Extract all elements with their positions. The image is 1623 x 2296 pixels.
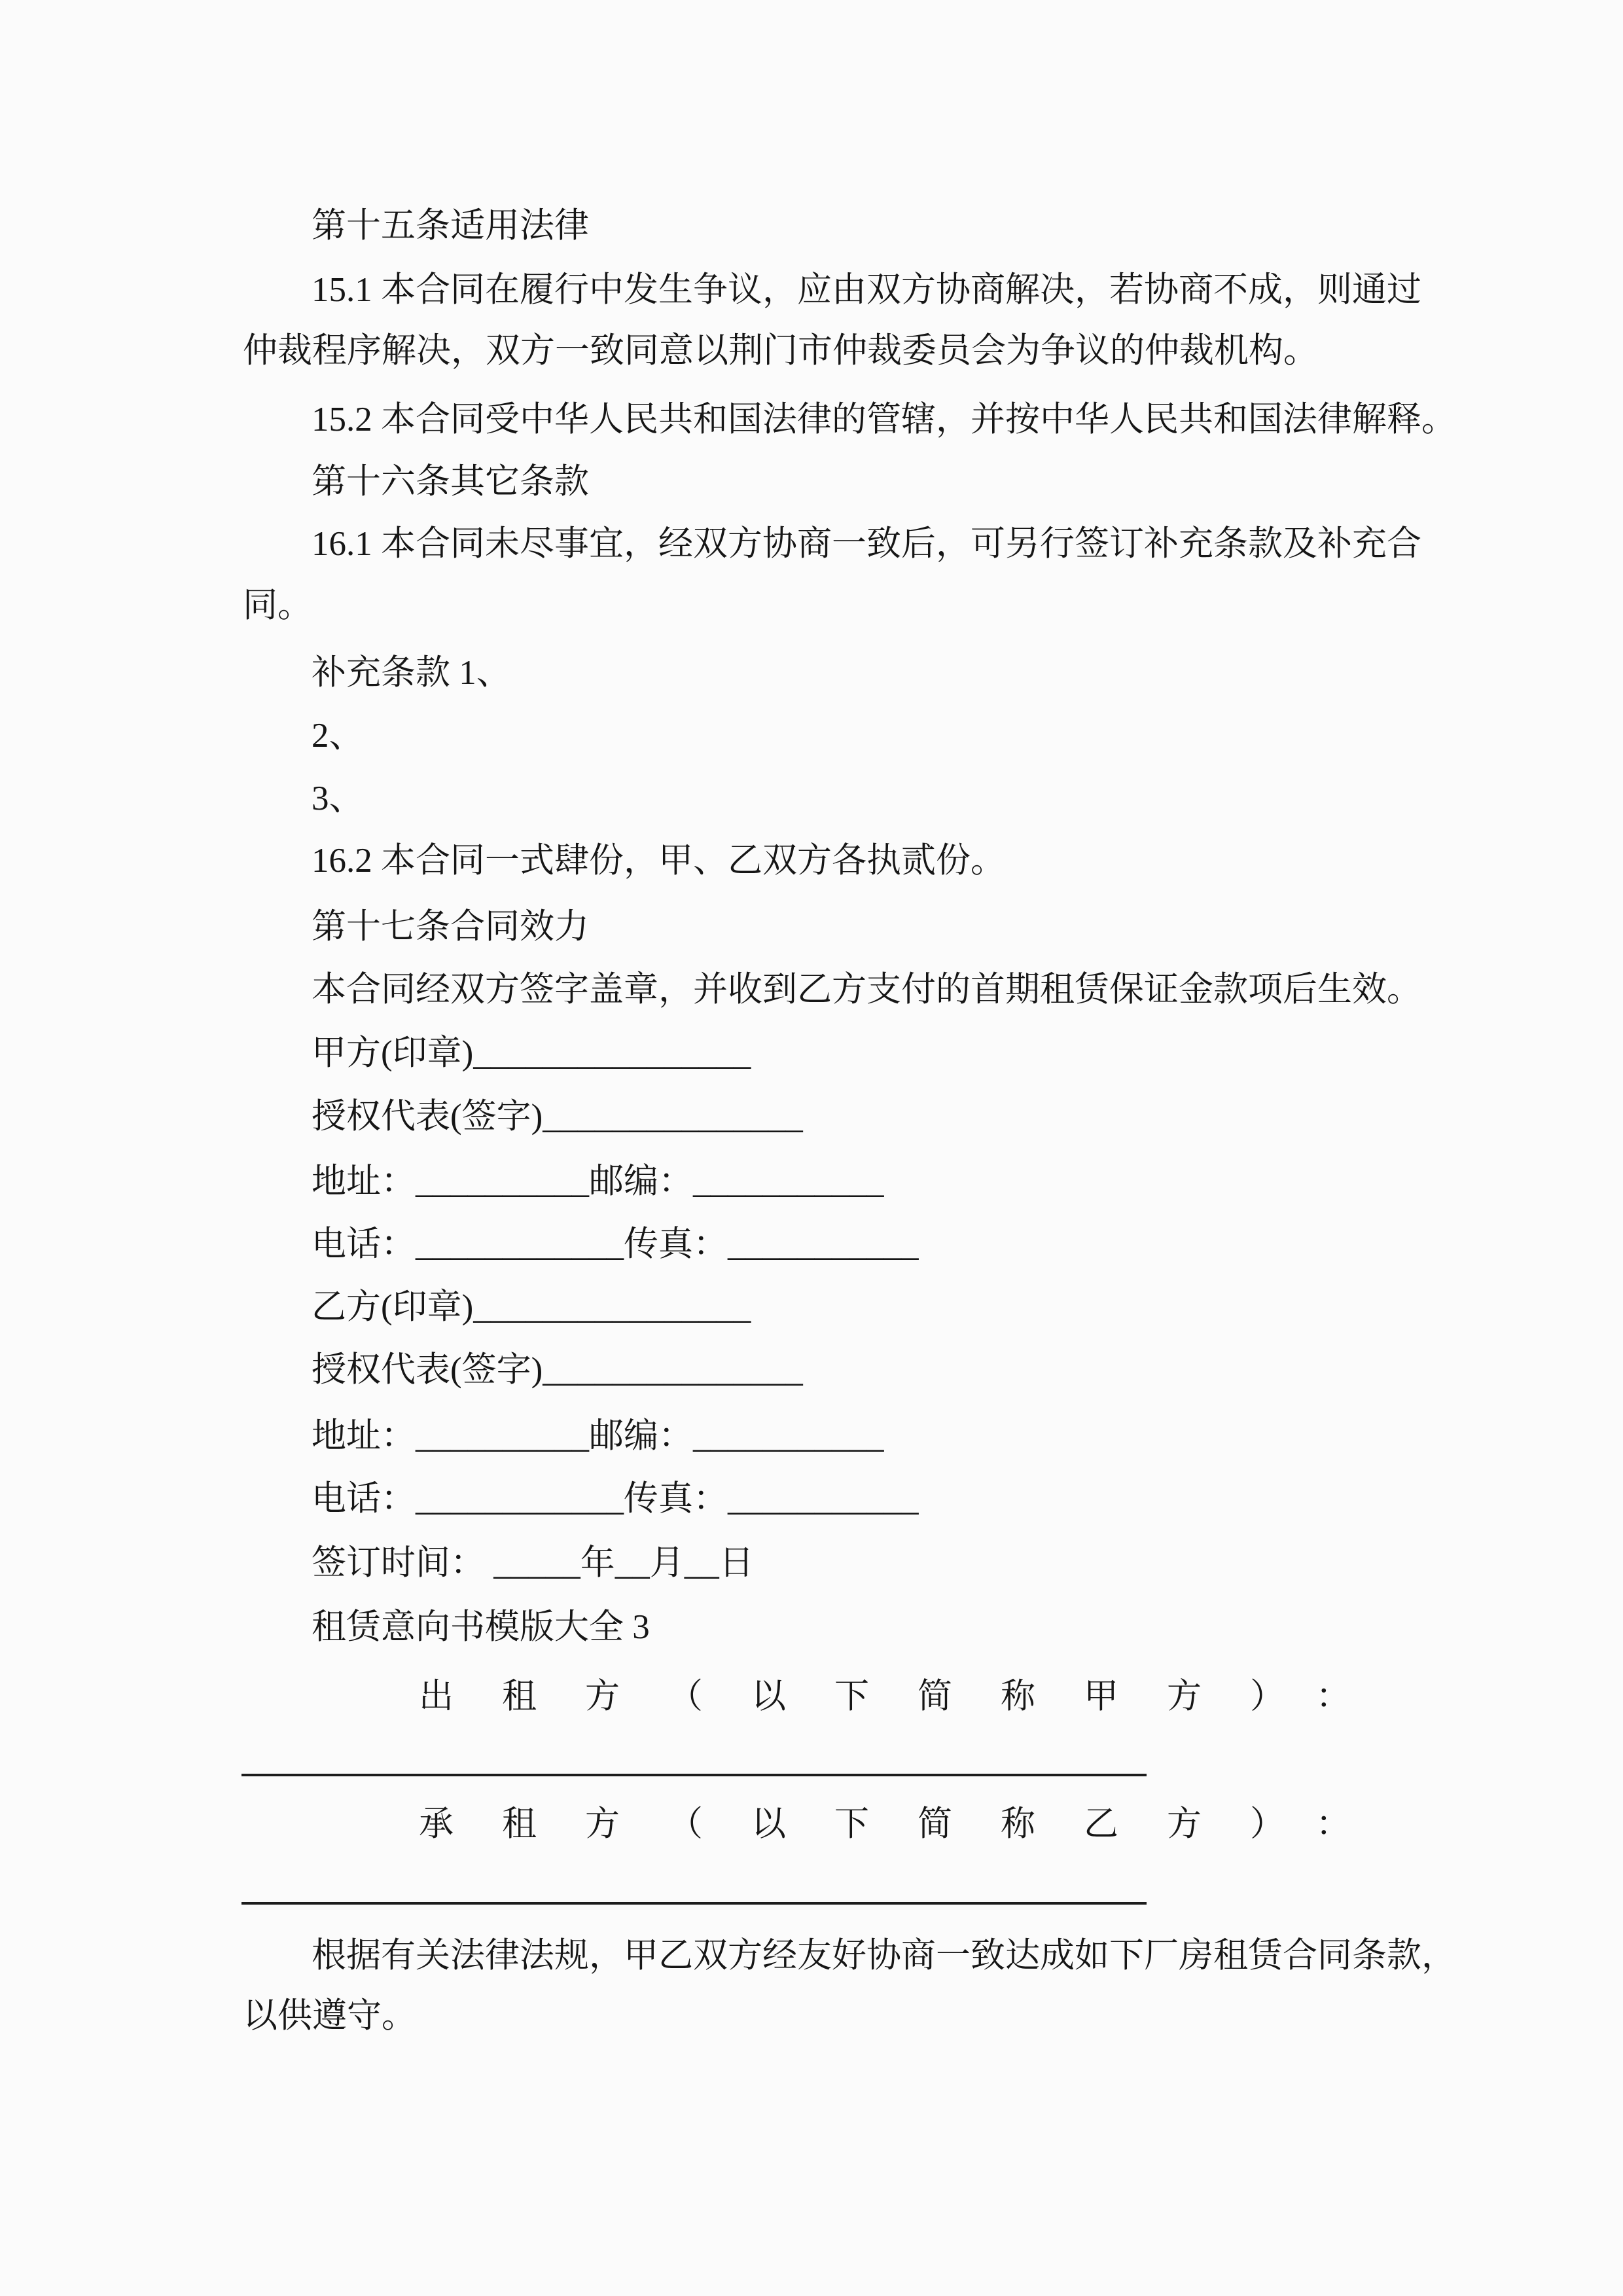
party-a-phone-fax-blank-line: 电话：____________传真：___________ [312,1225,919,1263]
template-3-section-title: 租赁意向书模版大全 3 [312,1608,650,1646]
supplementary-terms-item-2: 2、 [312,717,364,755]
clause-17-heading: 第十七条合同效力 [312,908,589,946]
clause-15-1-line-2: 仲裁程序解决，双方一致同意以荆门市仲裁委员会为争议的仲裁机构。 [243,332,1318,370]
clause-15-1-line-1: 15.1 本合同在履行中发生争议，应由双方协商解决，若协商不成，则通过 [312,271,1421,309]
lessee-title-line: 承租方（以下简称乙方）： [419,1805,1399,1843]
lessor-name-blank-rule [241,1774,1147,1776]
party-a-address-postcode-blank-line: 地址：__________邮编：___________ [312,1162,884,1200]
preamble-line-1: 根据有关法律法规，甲乙双方经友好协商一致达成如下厂房租赁合同条款， [312,1937,1456,1975]
clause-17-effectiveness-text: 本合同经双方签字盖章，并收到乙方支付的首期租赁保证金款项后生效。 [312,971,1421,1009]
party-b-address-postcode-blank-line: 地址：__________邮编：___________ [312,1417,884,1455]
lessor-title-line: 出租方（以下简称甲方）： [419,1677,1399,1715]
party-a-seal-blank-line: 甲方(印章)________________ [312,1034,751,1072]
clause-16-1-line-2: 同。 [243,586,312,624]
party-b-seal-blank-line: 乙方(印章)________________ [312,1288,751,1326]
clause-15-2-text: 15.2 本合同受中华人民共和国法律的管辖，并按中华人民共和国法律解释。 [312,401,1456,439]
signing-date-blank-line: 签订时间： _____年__月__日 [312,1544,754,1582]
clause-16-1-line-1: 16.1 本合同未尽事宜，经双方协商一致后，可另行签订补充条款及补充合 [312,525,1421,563]
supplementary-terms-item-1: 补充条款 1、 [312,654,511,692]
party-b-phone-fax-blank-line: 电话：____________传真：___________ [312,1480,919,1518]
supplementary-terms-item-3: 3、 [312,780,364,817]
clause-16-2-text: 16.2 本合同一式肆份，甲、乙双方各执贰份。 [312,842,1005,880]
lessee-name-blank-rule [241,1902,1147,1905]
party-a-representative-blank-line: 授权代表(签字)_______________ [312,1098,803,1136]
clause-16-heading: 第十六条其它条款 [312,463,589,501]
preamble-line-2: 以供遵守。 [243,1997,416,2035]
party-b-representative-blank-line: 授权代表(签字)_______________ [312,1351,803,1389]
clause-15-heading: 第十五条适用法律 [312,207,589,245]
